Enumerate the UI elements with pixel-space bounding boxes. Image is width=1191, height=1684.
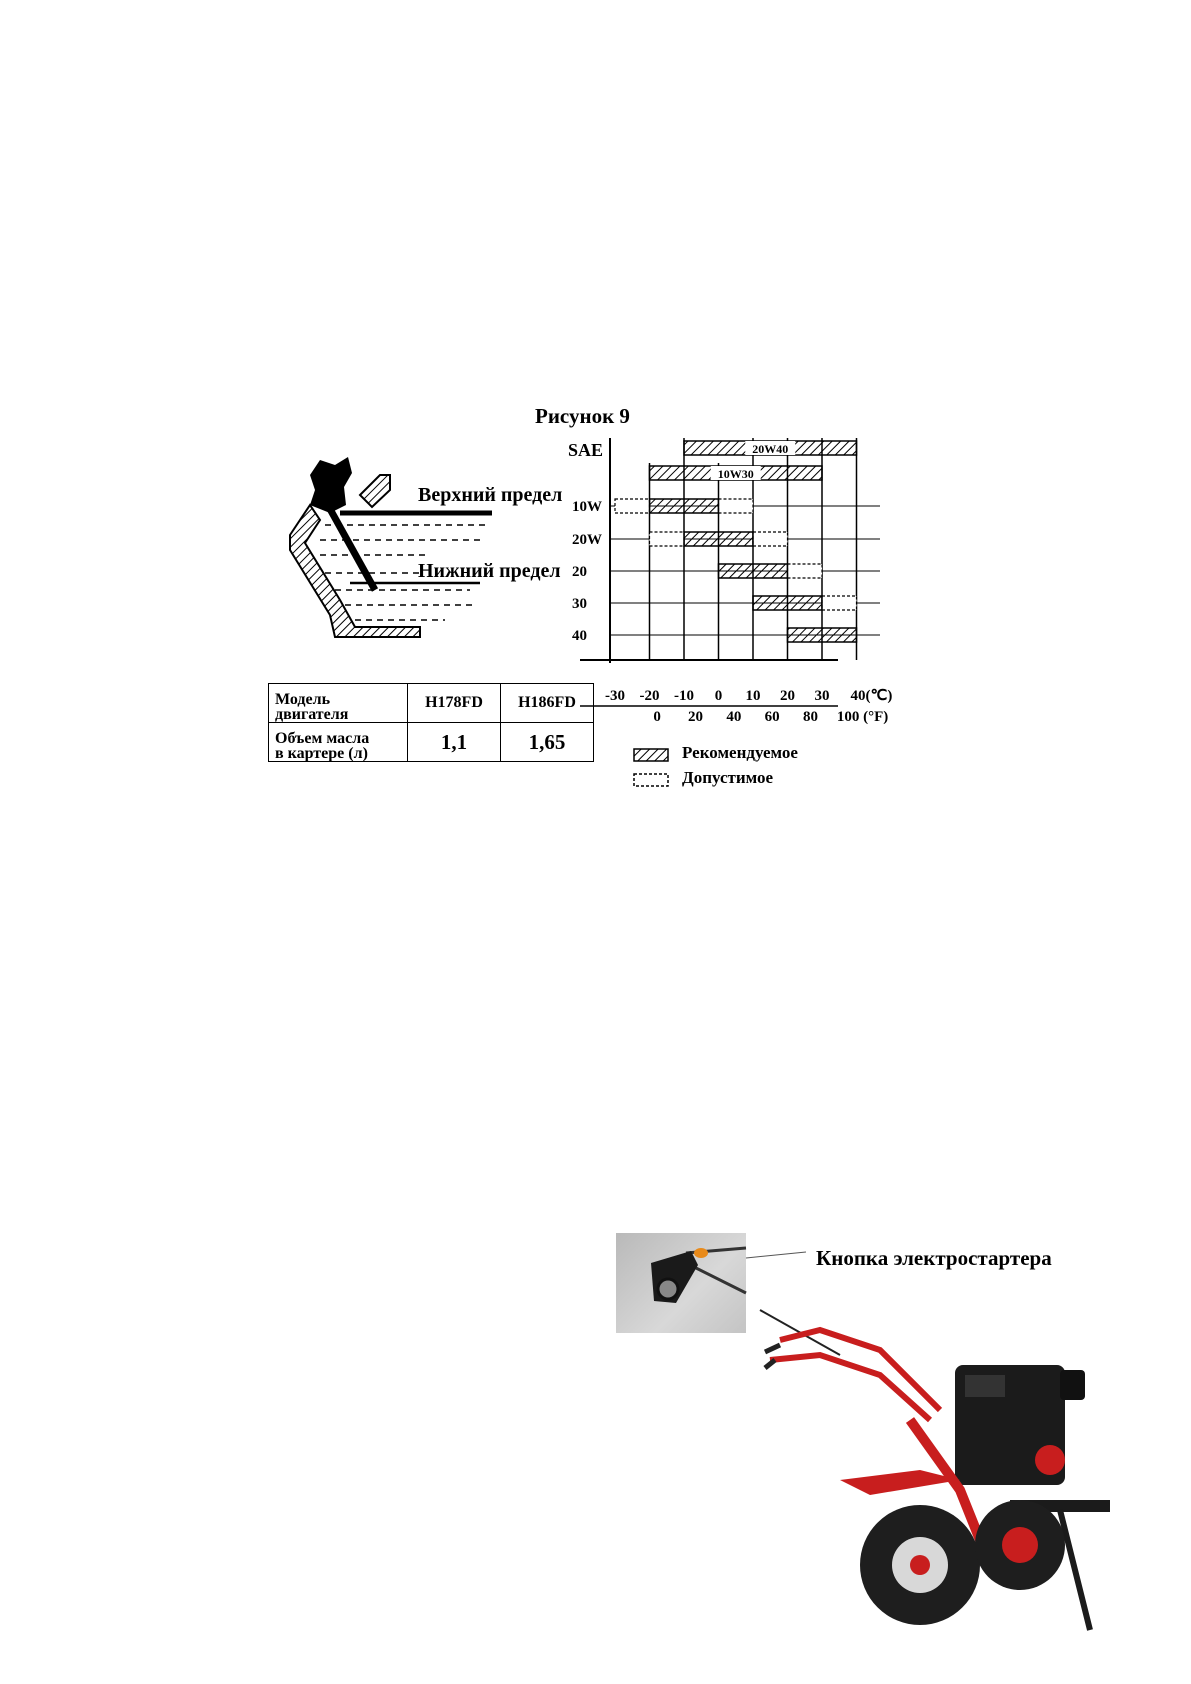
y-label: 20 bbox=[572, 564, 587, 580]
fahrenheit-tick: 20 bbox=[688, 709, 703, 725]
celsius-tick: 0 bbox=[714, 688, 723, 704]
permissible-bar bbox=[615, 499, 650, 513]
starter-callout-line bbox=[746, 1250, 806, 1260]
sae-viscosity-chart bbox=[568, 438, 940, 738]
model-h186fd: H186FD bbox=[501, 684, 594, 723]
oil-volume-header: Объем масла в картере (л) bbox=[269, 723, 408, 762]
volume-h186fd: 1,65 bbox=[501, 723, 594, 762]
recommended-bar bbox=[788, 628, 857, 642]
upper-limit-label: Верхний предел bbox=[418, 484, 563, 506]
celsius-tick: -10 bbox=[674, 688, 694, 704]
legend-recommended-label: Рекомендуемое bbox=[682, 743, 798, 762]
legend-permissible-swatch bbox=[633, 773, 669, 787]
fahrenheit-tick: 0 bbox=[653, 709, 661, 725]
oil-volume-table bbox=[268, 683, 594, 762]
celsius-tick: 40(℃) bbox=[850, 688, 893, 704]
model-h178fd: H178FD bbox=[408, 684, 501, 723]
bar-label: 10W30 bbox=[717, 467, 754, 481]
celsius-tick: -20 bbox=[639, 688, 660, 704]
engine-model-header: Модель двигателя bbox=[269, 684, 408, 723]
recommended-bar bbox=[650, 499, 719, 513]
recommended-bar bbox=[753, 596, 822, 610]
celsius-tick: 30 bbox=[814, 688, 830, 704]
y-label: 20W bbox=[572, 532, 602, 548]
recommended-bar bbox=[719, 564, 788, 578]
fahrenheit-tick: 60 bbox=[764, 709, 780, 725]
permissible-bar bbox=[822, 596, 857, 610]
starter-button-label: Кнопка электростартера bbox=[816, 1246, 1052, 1270]
y-label: 40 bbox=[572, 628, 587, 644]
fahrenheit-tick: 80 bbox=[803, 709, 818, 725]
permissible-bar bbox=[788, 564, 823, 578]
permissible-bar bbox=[650, 532, 685, 546]
fahrenheit-tick: 40 bbox=[726, 709, 742, 725]
y-label: 10W bbox=[572, 499, 602, 515]
chart-title: SAE bbox=[568, 440, 604, 460]
bar-label: 20W40 bbox=[752, 442, 789, 456]
lower-limit-label: Нижний предел bbox=[418, 560, 561, 582]
permissible-bar bbox=[753, 532, 788, 546]
celsius-tick: -30 bbox=[605, 688, 625, 704]
volume-h178fd: 1,1 bbox=[408, 723, 501, 762]
legend-permissible-label: Допустимое bbox=[682, 768, 774, 787]
legend-recommended-swatch bbox=[633, 748, 669, 762]
celsius-tick: 20 bbox=[780, 688, 795, 704]
celsius-tick: 10 bbox=[745, 688, 761, 704]
starter-button-photo bbox=[616, 1233, 746, 1333]
recommended-bar bbox=[684, 532, 753, 546]
fahrenheit-tick: 100 (°F) bbox=[836, 709, 889, 725]
figure-title: Рисунок 9 bbox=[535, 404, 630, 428]
motor-cultivator-image bbox=[760, 1310, 1120, 1640]
y-label: 30 bbox=[572, 596, 587, 612]
permissible-bar bbox=[719, 499, 754, 513]
